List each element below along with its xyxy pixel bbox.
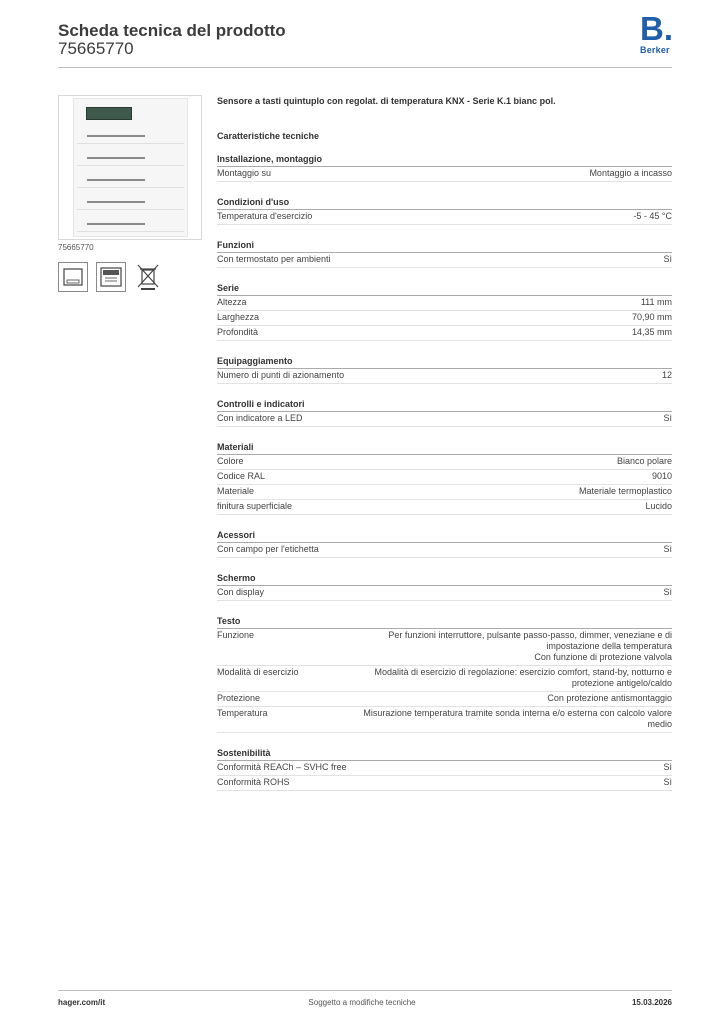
spec-value: Sì xyxy=(663,762,672,772)
spec-group-title: Serie xyxy=(217,282,672,296)
spec-label: Funzione xyxy=(217,630,255,640)
spec-label: Protezione xyxy=(217,693,261,703)
spec-group xyxy=(217,282,672,341)
rocker-1 xyxy=(77,123,184,144)
spec-group-title: Funzioni xyxy=(217,239,672,253)
specs-heading: Caratteristiche tecniche xyxy=(217,131,320,141)
spec-label: Conformità REACh – SVHC free xyxy=(217,762,347,772)
rocker-3 xyxy=(77,167,184,188)
spec-label: Montaggio su xyxy=(217,168,272,178)
spec-label: finitura superficiale xyxy=(217,501,293,511)
spec-row xyxy=(217,666,672,692)
spec-value: 12 xyxy=(661,370,672,380)
spec-label: Larghezza xyxy=(217,312,260,322)
header-divider xyxy=(58,67,672,68)
spec-label: Con indicatore a LED xyxy=(217,413,303,423)
spec-label: Modalità di esercizio xyxy=(217,667,299,677)
spec-value: Sì xyxy=(663,777,672,787)
spec-group-title: Equipaggiamento xyxy=(217,355,672,369)
spec-label: Altezza xyxy=(217,297,247,307)
spec-group-title: Materiali xyxy=(217,441,672,455)
product-image xyxy=(58,95,202,240)
spec-value: Sì xyxy=(663,413,672,423)
spec-group-title: Installazione, montaggio xyxy=(217,153,672,167)
spec-group xyxy=(217,529,672,558)
spec-row xyxy=(217,543,672,558)
footer-note: Soggetto a modifiche tecniche xyxy=(308,998,416,1007)
spec-row xyxy=(217,776,672,791)
spec-group xyxy=(217,441,672,515)
spec-value: 14,35 mm xyxy=(631,327,672,337)
spec-group xyxy=(217,239,672,268)
spec-row xyxy=(217,692,672,707)
spec-group xyxy=(217,572,672,601)
spec-group-title: Sostenibilità xyxy=(217,747,672,761)
spec-label: Con termostato per ambienti xyxy=(217,254,331,264)
spec-value: Materiale termoplastico xyxy=(578,486,672,496)
footer-website: hager.com/it xyxy=(58,998,106,1007)
spec-label: Temperatura d'esercizio xyxy=(217,211,313,221)
spec-row xyxy=(217,485,672,500)
spec-value: -5 - 45 °C xyxy=(633,211,672,221)
spec-label: Materiale xyxy=(217,486,255,496)
device-outline-icon xyxy=(58,262,88,292)
spec-row xyxy=(217,296,672,311)
logo-text: Berker xyxy=(640,45,670,55)
spec-value: Bianco polare xyxy=(616,456,672,466)
spec-group xyxy=(217,355,672,384)
spec-value: Sì xyxy=(663,587,672,597)
spec-row xyxy=(217,326,672,341)
spec-value: Con protezione antismontaggio xyxy=(547,693,672,703)
spec-group xyxy=(217,153,672,182)
spec-value: Misurazione temperatura tramite sonda interna e/o esterna con calcolo valore medio xyxy=(363,708,672,729)
knx-certification-icon xyxy=(96,262,126,292)
spec-group-title: Condizioni d'uso xyxy=(217,196,672,210)
berker-logo xyxy=(640,10,674,55)
rocker-4 xyxy=(77,189,184,210)
spec-value: Modalità di esercizio di regolazione: esercizio comfort, stand-by, notturno e protezione antigelo/caldo xyxy=(374,667,672,688)
spec-row xyxy=(217,500,672,515)
spec-value: Montaggio a incasso xyxy=(589,168,672,178)
device-display xyxy=(86,107,132,120)
spec-label: Colore xyxy=(217,456,244,466)
product-description: Sensore a tasti quintuplo con regolat. di temperatura KNX - Serie K.1 bianc pol. xyxy=(217,96,556,106)
spec-group xyxy=(217,398,672,427)
spec-row xyxy=(217,455,672,470)
spec-row xyxy=(217,253,672,268)
rocker-5 xyxy=(77,211,184,232)
logo-letter: B. xyxy=(640,10,673,47)
spec-row xyxy=(217,167,672,182)
spec-label: Numero di punti di azionamento xyxy=(217,370,345,380)
weee-crossed-bin-icon xyxy=(134,262,164,292)
spec-row xyxy=(217,629,672,666)
spec-value: Lucido xyxy=(645,501,672,511)
product-code: 75665770 xyxy=(58,39,134,58)
spec-value: 70,90 mm xyxy=(631,312,672,322)
spec-value: Sì xyxy=(663,544,672,554)
page-title: Scheda tecnica del prodotto xyxy=(58,21,286,40)
spec-value: Sì xyxy=(663,254,672,264)
device-illustration xyxy=(73,98,188,237)
spec-group xyxy=(217,747,672,791)
footer-divider xyxy=(58,990,672,991)
spec-group-title: Testo xyxy=(217,615,672,629)
spec-value: Per funzioni interruttore, pulsante passo-passo, dimmer, veneziane e di impostazione della temperatura Con funzione di protezione valvola xyxy=(388,630,672,662)
spec-group-title: Controlli e indicatori xyxy=(217,398,672,412)
spec-group xyxy=(217,615,672,733)
footer-date: 15.03.2026 xyxy=(631,998,672,1007)
spec-row xyxy=(217,311,672,326)
spec-label: Temperatura xyxy=(217,708,268,718)
spec-row xyxy=(217,369,672,384)
spec-label: Codice RAL xyxy=(217,471,266,481)
spec-row xyxy=(217,707,672,733)
specs-list xyxy=(217,153,672,805)
rocker-2 xyxy=(77,145,184,166)
spec-value: 9010 xyxy=(651,471,672,481)
spec-label: Profondità xyxy=(217,327,259,337)
spec-value: 111 mm xyxy=(640,297,672,307)
spec-row xyxy=(217,412,672,427)
spec-label: Conformità ROHS xyxy=(217,777,290,787)
image-caption: 75665770 xyxy=(58,243,94,252)
spec-row xyxy=(217,586,672,601)
spec-group-title: Schermo xyxy=(217,572,672,586)
spec-group-title: Acessori xyxy=(217,529,672,543)
spec-row xyxy=(217,761,672,776)
spec-label: Con display xyxy=(217,587,265,597)
spec-row xyxy=(217,210,672,225)
spec-label: Con campo per l'etichetta xyxy=(217,544,319,554)
spec-group xyxy=(217,196,672,225)
spec-row xyxy=(217,470,672,485)
